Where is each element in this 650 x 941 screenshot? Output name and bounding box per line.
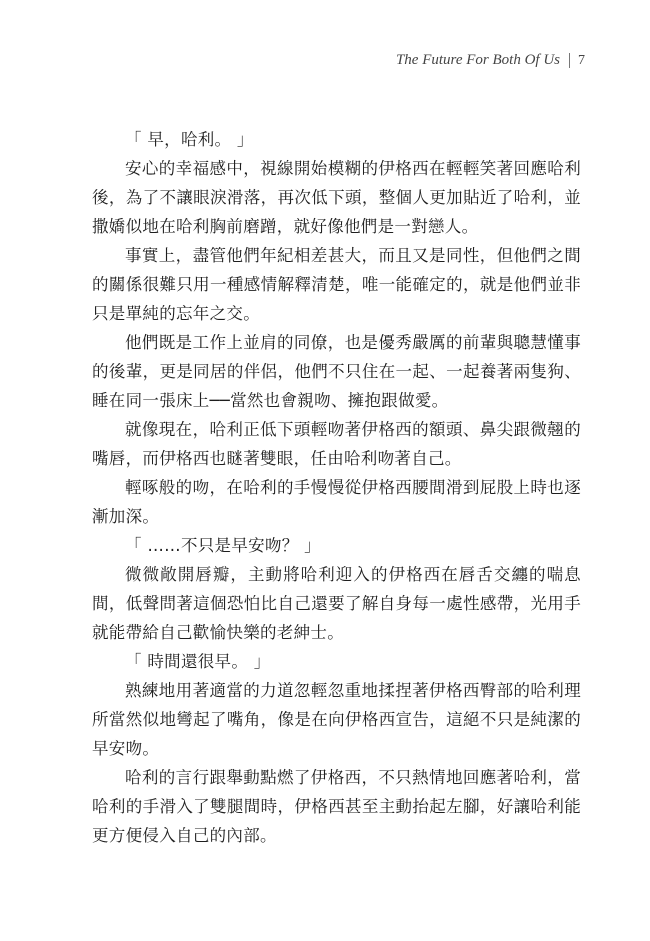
paragraph: 安心的幸福感中，視線開始模糊的伊格西在輕輕笑著回應哈利後，為了不讓眼淚滑落，再次低下頭，整個人更加貼近了哈利，並撒嬌似地在哈利胸前磨蹭，就好像他們是一對戀人。 [92,159,581,236]
running-header [396,52,585,69]
paragraph: 他們既是工作上並肩的同僚，也是優秀嚴厲的前輩與聰慧懂事的後輩，更是同居的伴侶，他們不只住在一起、一起養著兩隻狗、睡在同一張床上──當然也會親吻、擁抱跟做愛。 [92,333,581,410]
body-text [92,125,581,850]
paragraph: 「 ……不只是早安吻？ 」 [125,536,321,555]
book-title: The Future For Both Of Us [395,52,560,68]
paragraph: 熟練地用著適當的力道忽輕忽重地揉捏著伊格西臀部的哈利理所當然似地彎起了嘴角，像是在向伊格西宣告，這絕不只是純潔的早安吻。 [92,681,581,758]
paragraph: 微微敞開唇瓣，主動將哈利迎入的伊格西在唇舌交纏的喘息間，低聲問著這個恐怕比自己還要了解自身每一處性感帶，光用手就能帶給自己歡愉快樂的老紳士。 [92,565,581,642]
paragraph: 就像現在，哈利正低下頭輕吻著伊格西的額頭、鼻尖跟微翹的嘴唇，而伊格西也瞇著雙眼，任由哈利吻著自己。 [92,420,581,468]
paragraph: 輕啄般的吻，在哈利的手慢慢從伊格西腰間滑到屁股上時也逐漸加深。 [92,478,581,526]
header-divider [569,53,570,68]
paragraph: 「 早，哈利。 」 [125,130,254,149]
paragraph: 事實上，盡管他們年紀相差甚大，而且又是同性，但他們之間的關係很難只用一種感情解釋清楚，唯一能確定的，就是他們並非只是單純的忘年之交。 [92,246,581,323]
paragraph: 「 時間還很早。 」 [125,652,271,671]
page-number: 7 [578,52,585,68]
paragraph: 哈利的言行跟舉動點燃了伊格西，不只熱情地回應著哈利，當哈利的手滑入了雙腿間時，伊格西甚至主動抬起左腳，好讓哈利能更方便侵入自己的內部。 [92,768,581,845]
